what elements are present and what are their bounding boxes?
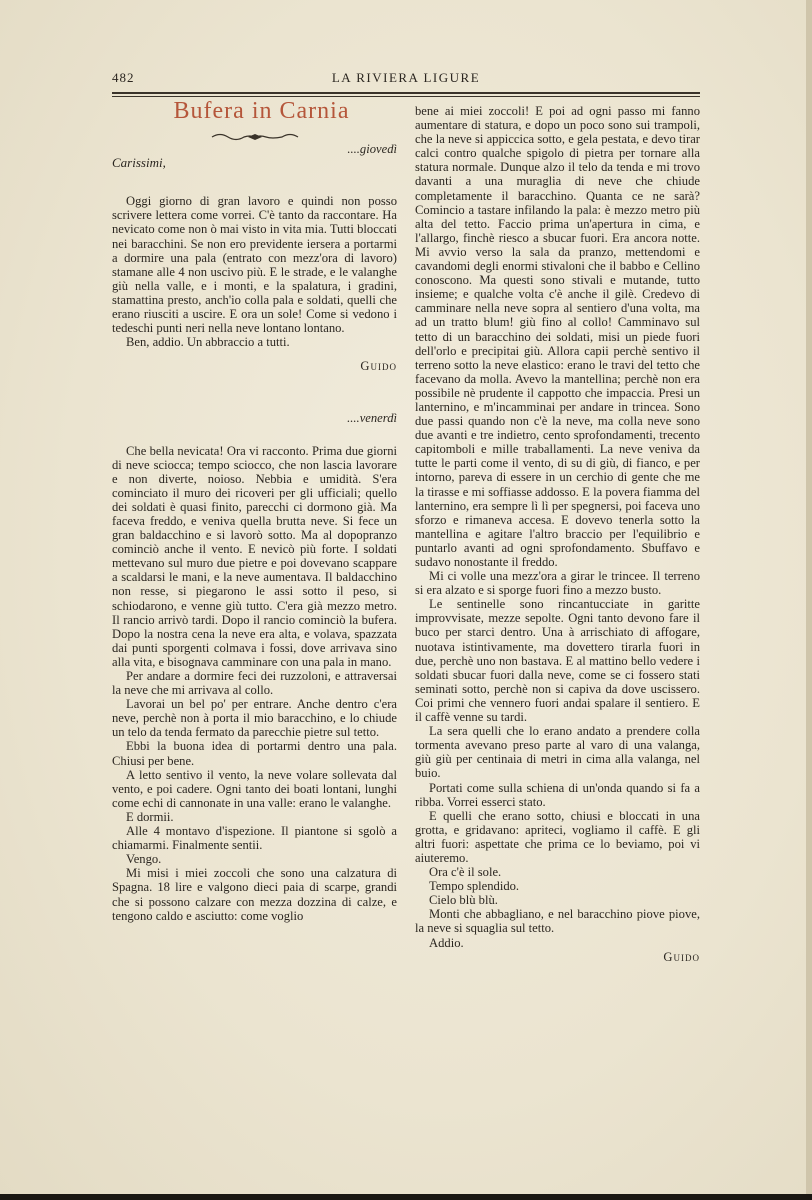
paragraph: Per andare a dormire feci dei ruzzoloni, e attraversai la neve che mi arrivava al collo. xyxy=(112,669,397,698)
journal-title: LA RIVIERA LIGURE xyxy=(331,70,481,85)
right-column xyxy=(415,104,700,964)
letter1-body xyxy=(112,194,397,349)
header-rule xyxy=(112,92,700,94)
paragraph: Addio. xyxy=(429,935,464,950)
paragraph: Cielo blù blù. xyxy=(429,893,498,908)
paragraph: A letto sentivo il vento, la neve volare sollevata dal vento, e poi cadere. Ogni tanto dei boati lontani, lunghi come echi di cannonate in una valle: erano le valanghe. xyxy=(112,767,397,810)
paragraph: La sera quelli che lo erano andato a prendere colla tormenta avevano preso parte al varo di una valanga, giù giù per centinaia di metri in cima alla valanga, nel buio. xyxy=(415,724,700,781)
paragraph: Vengo. xyxy=(126,852,162,867)
dateline-1: ....giovedì xyxy=(347,142,397,157)
signature-1: Guido xyxy=(360,359,397,374)
paragraph: Ebbi la buona idea di portarmi dentro una pala. Chiusi per bene. xyxy=(112,739,397,768)
left-column xyxy=(112,98,397,923)
ornament-icon xyxy=(210,132,300,142)
paragraph: Lavorai un bel po' per entrare. Anche dentro c'era neve, perchè non à porta il mio baracchino, e lo chiude un telo da tenda fermato da parecchie pietre sul tetto. xyxy=(112,697,397,740)
paragraph: Mi ci volle una mezz'ora a girar le trincee. Il terreno si era alzato e si sporge fuori fino a mezzo busto. xyxy=(415,569,700,598)
dateline-2: ....venerdì xyxy=(347,411,397,426)
salutation: Carissimi, xyxy=(112,155,166,171)
paragraph: Alle 4 montavo d'ispezione. Il piantone si sgolò a chiamarmi. Finalmente sentii. xyxy=(112,824,397,853)
letter2-right-body xyxy=(415,104,700,950)
running-header xyxy=(112,70,700,90)
paragraph: E quelli che erano sotto, chiusi e bloccati in una grotta, e gridavano: apriteci, vogliamo il caffè. E gli altri fuori: aspettate che prima ce lo beviamo, poi vi aiuteremo. xyxy=(415,808,700,865)
paragraph: Oggi giorno di gran lavoro e quindi non posso scrivere lettera come vorrei. C'è tanto da raccontare. Ha nevicato come non ò mai visto in vita mia. Tutti bloccati nei baracchini. Se non ero previdente iersera a portarmi a dormire una pala (entrato con mezz'ora di lavoro) stamane alle 4 non uscivo più. E le strade, e le valanghe giù nella valle, e i monti, e la spalatura, i gradini, stamattina presto, anch'io colla pala e soldati, quelli che erano riusciti a uscire. E ora un sole! Come si vedono i tedeschi punti neri nella neve lontano lontano. xyxy=(112,194,397,336)
paragraph: Le sentinelle sono rincantucciate in garitte improvvisate, mezze sepolte. Ogni tanto devono fare il buco per starci dentro. Una à arrischiato di affogare, nuotava istintivamente, ma dovettero tirarla fuori in due, perchè uno non bastava. E al mattino bello vedere i soldati sbucar fuori dalla neve, come se ci fossero stati seminati sotto, perchè non si capiva da dove uscissero. Coi primi che vennero fuori andai spalare il sentiero. E il caffè venne su tardi. xyxy=(415,597,700,725)
paragraph: Monti che abbagliano, e nel baracchino piove piove, la neve si squaglia sul tetto. xyxy=(415,907,700,936)
paragraph: Mi misi i miei zoccoli che sono una calzatura di Spagna. 18 lire e valgono dieci paia di scarpe, grandi che si possono calzare con mezza dozzina di calze, e tengono caldo e asciutto: come voglio xyxy=(112,866,397,923)
paragraph: Ben, addio. Un abbraccio a tutti. xyxy=(126,335,290,350)
letter2-left-body xyxy=(112,444,397,923)
paragraph: bene ai miei zoccoli! E poi ad ogni passo mi fanno aumentare di statura, e dopo un poco sono sui trampoli, che la neve si appiccica sotto, e gela pestata, e devo tirar calci contro qualche spigolo di pietra per tornare alla statura normale. Dunque alzo il telo da tenda e mi trovo davanti a una muraglia di neve che chiude completamente il baracchino. Quanta ce ne sarà? Comincio a tastare infilando la pala: è mezzo metro più alta del tetto. Faccio prima un'apertura in cima, e l'allargo, finchè riesco a sbucar fuori. Era ancora notte. Mi avvio verso la sala da pranzo, mettendomi e cavandomi degli enormi stivaloni che il babbo e Cellino conoscono. Ma questi sono stivali e mutande, tutto insieme; e qualche volta c'è anche il gilè. Credevo di camminare nella neve sopra al sentiero d'una volta, ma ad un tratto blum! giù fino al collo! Camminavo sul tetto di un baracchino dei soldati, misi un piede fuori dell'orlo e precipitai giù. Allora capii perchè sentivo il terreno sotto la neve elastico: erano le travi del tetto che facevano da molla. Avevo la mantellina; perchè non era possibile nè prudente il cappotto che impaccia. Presi un lanternino, e m'incamminai per andare in trincea. Sono due passi quando non c'è la neve, ma colla neve sono due avanti e tre indietro, cento sprofondamenti, trecento capitomboli e mille traballamenti. La neve veniva da tutte le parti come il vento, di su di giù, di fianco, e per intorno, pareva di essere in un cerchio di gente che me la tirasse e mi soffiasse addosso. E la povera fiamma del lanternino, era sempre lì lì per spegnersi, poi faceva uno sforzo e rimaneva accesa. E dovevo tenerla sotto la mantellina e agitare l'altro braccio per l'equilibrio e puntarlo avanti ad ogni sprofondamento. Sbuffavo e sudavo nonostante il freddo. xyxy=(415,104,700,569)
page-number: 482 xyxy=(112,70,135,85)
page-bottom-edge xyxy=(0,1194,812,1200)
page-edge xyxy=(806,0,812,1200)
paragraph: Che bella nevicata! Ora vi racconto. Prima due giorni di neve sciocca; tempo sciocco, che non lascia lavorare e non diverte, noioso. Nebbia e umidità. S'era cominciato il muro dei ricoveri per gli ufficiali; quello dei soldati è quasi finito, parecchi ci dormono già. Ma faceva freddo, e veniva quella brutta neve. Si fece un gran baldacchino e si lavorò sotto. Ma al dopopranzo cominciò anche il vento. E nevicò più forte. I soldati mettevano sul muro due pietre e poi dovevano scappare a scaldarsi le mani, e la neve aumentava. Il baldacchino non resse, si piegarono le assi sotto il peso, si schiodarono, e venne giù tutto. C'era già mezzo metro. Il rancio arrivò tardi. Dopo il rancio cominciò la bufera. Dopo la nostra cena la neve era alta, e volava, spazzata dai punti sporgenti colmava i fossi, dove arrivava sino alla vita, e bisognava camminare con una pala in mano. xyxy=(112,443,397,669)
paragraph: Ora c'è il sole. xyxy=(429,865,502,880)
signature-2: Guido xyxy=(663,949,700,964)
header-rule-thin xyxy=(112,96,700,97)
article-title: Bufera in Carnia xyxy=(173,98,350,124)
paragraph: Portati come sulla schiena di un'onda quando si fa a ribba. Vorrei esserci stato. xyxy=(415,780,700,809)
paragraph: E dormii. xyxy=(126,809,174,824)
paragraph: Tempo splendido. xyxy=(429,879,520,894)
